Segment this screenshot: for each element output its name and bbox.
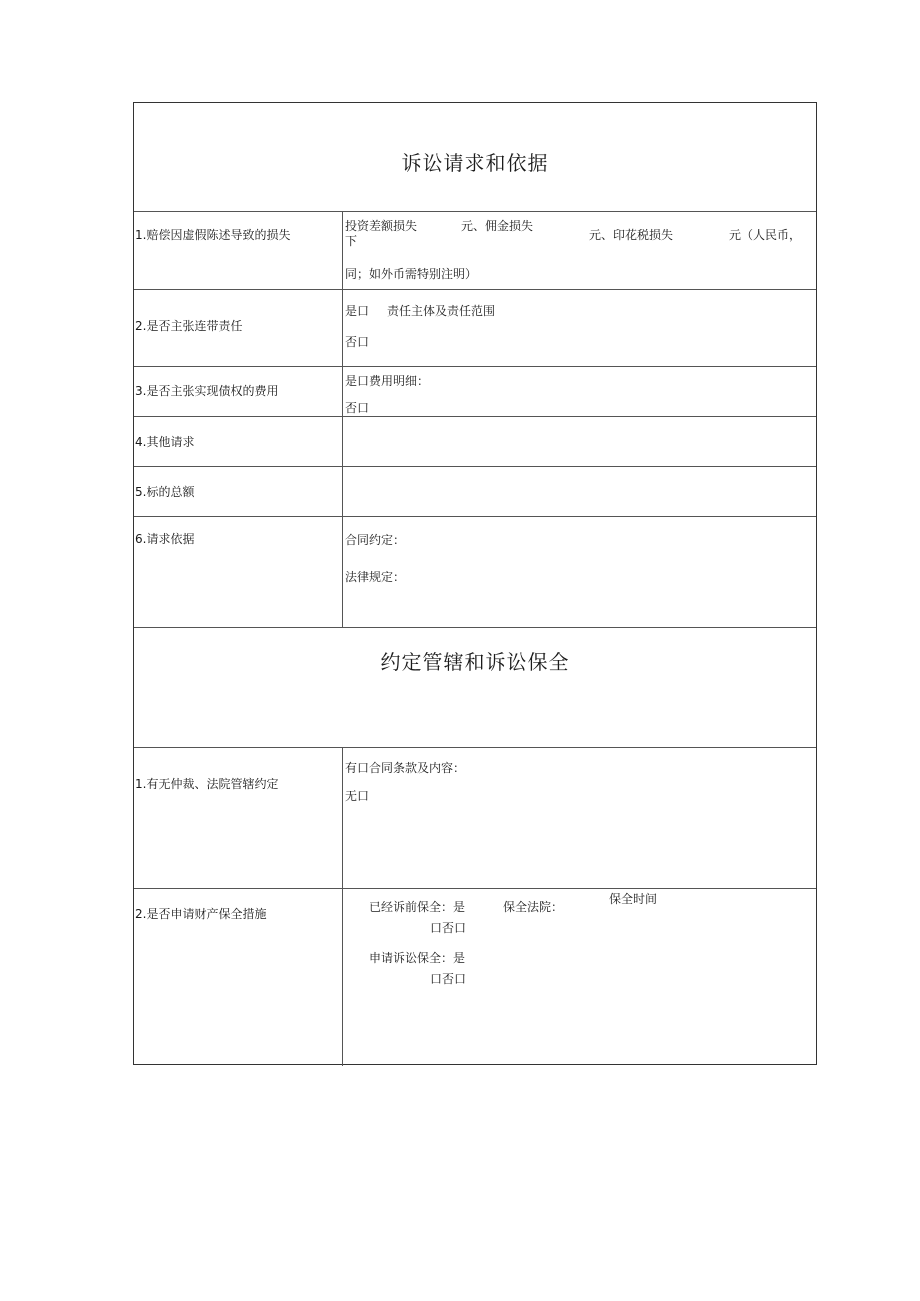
checkbox-agreement-no[interactable]: 无口 (345, 789, 370, 803)
checkbox-joint-no[interactable]: 否口 (345, 335, 370, 349)
field-preservation-court: 保全法院： (503, 900, 564, 914)
field-contract-basis: 合同约定： (345, 533, 406, 547)
complaint-form-table (133, 102, 817, 1065)
field-investment-loss: 投资差额损失 (345, 219, 418, 233)
checkbox-litigation-choice[interactable]: 口否口 (430, 972, 467, 986)
row-label-loss-compensation: 1.赔偿因虚假陈述导致的损失 (135, 228, 291, 242)
field-commission-loss: 元、佣金损失 (461, 219, 534, 233)
field-currency-note: 元（人民币， (729, 228, 802, 242)
checkbox-agreement-yes[interactable]: 有口合同条款及内容： (345, 761, 466, 775)
row-divider (134, 747, 816, 748)
field-litigation-preservation: 申请诉讼保全：是 (369, 951, 466, 965)
field-pre-litigation-preservation: 已经诉前保全：是 (369, 900, 466, 914)
field-wrap-text: 下 (345, 234, 358, 248)
row-divider (134, 211, 816, 212)
row-divider (134, 416, 816, 417)
row-label-other-claims: 4.其他请求 (135, 435, 195, 449)
checkbox-pre-litigation-choice[interactable]: 口否口 (430, 921, 467, 935)
row-label-joint-liability: 2.是否主张连带责任 (135, 319, 243, 333)
row-label-total-amount: 5.标的总额 (135, 485, 195, 499)
row-label-jurisdiction-agreement: 1.有无仲裁、法院管辖约定 (135, 777, 279, 791)
checkbox-costs-no[interactable]: 否口 (345, 401, 370, 415)
field-currency-note-cont: 同；如外币需特别注明） (345, 267, 478, 281)
row-divider (134, 888, 816, 889)
section-title-jurisdiction: 约定管辖和诉讼保全 (380, 650, 570, 674)
row-divider (134, 366, 816, 367)
checkbox-costs-yes[interactable]: 是口费用明细： (345, 374, 430, 388)
row-divider (134, 466, 816, 467)
row-divider (134, 289, 816, 290)
row-label-claim-basis: 6.请求依据 (135, 532, 195, 546)
field-stamp-tax-loss: 元、印花税损失 (589, 228, 674, 242)
row-divider (134, 516, 816, 517)
field-legal-basis: 法律规定： (345, 570, 406, 584)
row-label-property-preservation: 2.是否申请财产保全措施 (135, 907, 267, 921)
row-divider (134, 627, 816, 628)
row-label-claim-costs: 3.是否主张实现债权的费用 (135, 384, 279, 398)
section-title-claims: 诉讼请求和依据 (401, 151, 549, 175)
field-liable-party-scope: 责任主体及责任范围 (387, 304, 496, 318)
column-divider (342, 747, 343, 1066)
column-divider (342, 211, 343, 627)
field-preservation-time: 保全时间 (609, 892, 658, 906)
checkbox-joint-yes[interactable]: 是口 (345, 304, 370, 318)
